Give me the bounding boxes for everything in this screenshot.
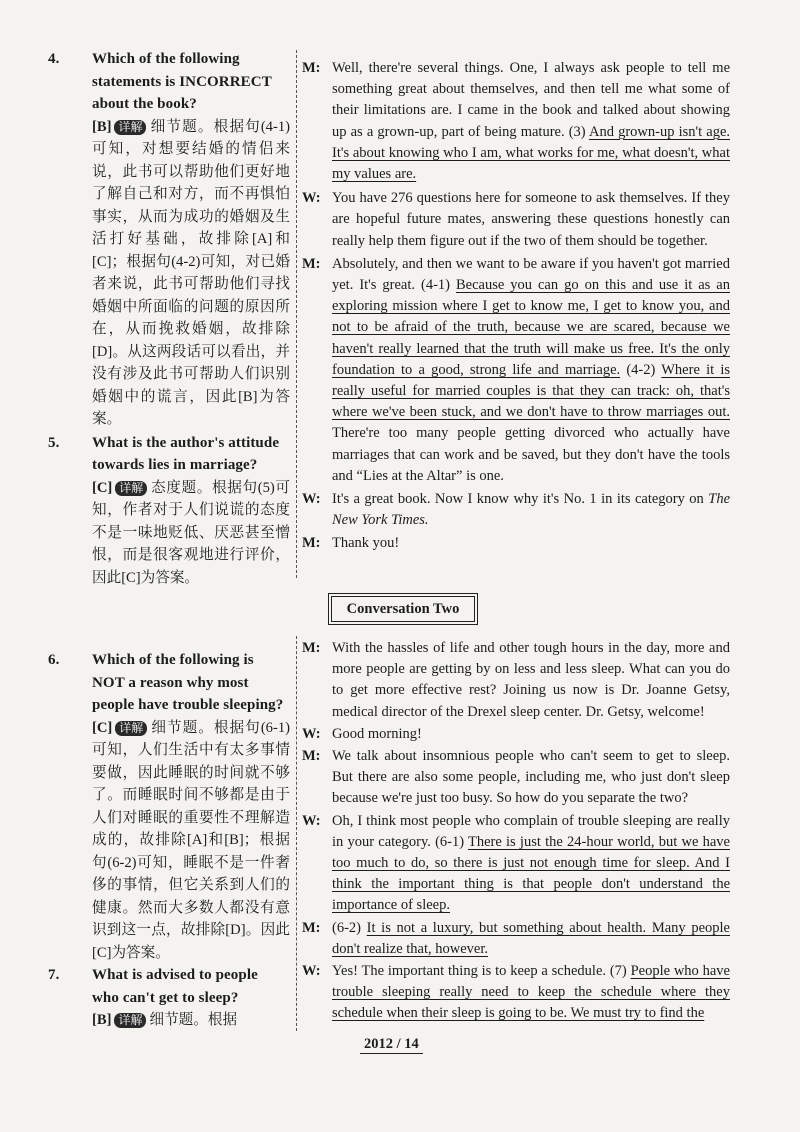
speaker-label: W: [302,491,321,508]
speaker-label: M: [302,60,321,76]
underlined-answer-source: Where it is really useful for married couples is that they can track: oh, that's where we've been stuck, and we don't have to throw marriages out. [332,361,730,421]
underlined-answer-source: It is not a luxury, but something about health. Many people don't realize that, however. [332,919,730,957]
detail-badge: 详解 [114,120,146,135]
q6-title-line: 6. Which of the following is [48,652,254,668]
q7-answer: [B] [92,1012,112,1028]
speaker-label: M: [302,640,321,656]
dialogue-turn: M: Absolutely, and then we want to be aware if you haven't got married yet. It's great. (4-1) Because you can go on this and use it as an exploring mission where I get to know me, I get to know you, and not to be afraid of the truth, because we are scared, because we haven't really learned that the truth will make us free. It's the only foundation to a good, strong life and marriage. (4-2) Where it is really useful for married couples is that they can track: oh, that's where we've been stuck, and we don't have to throw marriages out. There're too many people getting divorced who actually have marriages that can work and be saved, but they don't have the tools and “Lies at the Altar” is one. [302,254,730,487]
dialogue-turn: W: Oh, I think most people who complain of trouble sleeping are really in your category. (6-1) There is just the 24-hour world, but we have too much to do, so there is just not enough time for sleep. And I think the important thing is that people don't understand the importance of sleep. [302,811,730,917]
q6-explanation: [C] 详解 细节题。根据句(6-1)可知，人们生活中有太多事情要做，因此睡眠的时间就不够了。而睡眠时间不够都是由于人们对睡眠的重要性不理解造成的，故排除[A]和[B]；根据句(6-2)可知，睡眠不是一件奢侈的事情，但它关系到人们的健康。然而大多数人都没有意识到这一点，故排除[D]。因此[C]为答案。 [92,719,290,961]
page-number: 2012 / 14 [360,1036,423,1054]
dialogue-turn: M: Well, there're several things. One, I always ask people to tell me something great about themselves, and then tell me what some of their limitations are. I came in the book and talked about showing up as a grown-up, part of being mature. (3) And grown-up isn't age. It's about knowing who I am, what works for me, what doesn't, what my values are. [302,58,730,185]
underlined-answer-source: People who have trouble sleeping really need to keep the schedule where they schedule when their sleep is going to be. We must try to find the [332,963,730,1022]
question-4 [48,48,290,431]
dialogue-turn: M: (6-2) It is not a luxury, but something about health. Many people don't realize that, however. [302,918,730,960]
underlined-answer-source: Because you can go on this and use it as an exploring mission where I get to know me, I get to know you, and not to be afraid of the truth, because we are scared, because we haven't really learned that the truth will make us free. It's the only foundation to a good, strong life and marriage. [332,277,730,378]
question-7 [48,964,290,1032]
dialogue-turn: W: It's a great book. Now I know why it's No. 1 in its category on The New York Times. [302,489,730,531]
q4-title-line: 4. Which of the following [48,51,240,67]
speaker-label: M: [302,255,321,272]
detail-badge: 详解 [115,481,147,496]
speaker-label: W: [302,725,321,742]
q5-title-line: 5. What is the author's attitude [48,434,280,451]
q5-explanation: [C] 详解 态度题。根据句(5)可知，作者对于人们说谎的态度不是一味地贬低、厌恶甚至憎恨，而是很客观地进行评价，因此[C]为答案。 [92,479,290,586]
q6-title-line: NOT a reason why most [92,674,249,691]
q7-title-line: 7. What is advised to people [48,967,258,983]
speaker-label: M: [302,535,321,552]
question-5 [48,432,290,590]
conversation-two-transcript [302,638,730,1025]
q4-answer: [B] [92,118,112,135]
underlined-answer-source: And grown-up isn't age. It's about knowing who I am, what works for me, what doesn't, what my values are. [332,123,730,183]
detail-badge: 详解 [114,1013,146,1028]
speaker-label: W: [302,963,321,980]
q4-title-line: about the book? [92,96,197,112]
conversation-one-transcript [302,58,730,555]
conversation-two-heading: Conversation Two [331,596,475,622]
speaker-label: M: [302,919,321,936]
dialogue-turn: M: Thank you! [302,533,730,554]
q4-explanation: [B] 详解 细节题。根据句(4-1)可知，对想要结婚的情侣来说，此书可以帮助他们更好地了解自己和对方，而不再惧怕事实，从而为成功的婚姻及生活打好基础，故排除[A]和[C]；根据句(4-2)可知，对已婚者来说，此书可帮助他们寻找婚姻中所面临的问题的原因所在，从而挽救婚姻，故排除[D]。从这两段话可以看出，并没有涉及此书可帮助人们识别婚姻中的谎言，因此[B]为答案。 [92,118,290,427]
book-title-italic: The New York Times. [332,491,730,529]
left-column [48,48,290,1032]
speaker-label: W: [302,812,321,829]
q7-title-line: who can't get to sleep? [92,989,239,1006]
speaker-label: W: [302,190,321,207]
dialogue-turn: W: Yes! The important thing is to keep a schedule. (7) People who have trouble sleeping really need to keep the schedule where they schedule when their sleep is going to be. We must try to find the [302,961,730,1025]
q4-title-line: statements is INCORRECT [92,73,272,90]
q5-title-line: towards lies in marriage? [92,457,258,473]
underlined-answer-source: There is just the 24-hour world, but we have too much to do, so there is just not enough time for sleep. And I think the important thing is that people don't understand the importance of sleep. [332,833,730,914]
column-divider [296,50,297,578]
dialogue-turn: W: Good morning! [302,724,730,745]
q7-explanation: [B] 详解 细节题。根据 [92,1012,238,1028]
column-divider [296,636,297,1031]
q6-answer: [C] [92,719,113,736]
question-6 [48,649,290,964]
dialogue-turn: W: You have 276 questions here for someone to ask themselves. If they are hopeful future mates, answering these questions honestly can really help them figure out if the two of them should be together. [302,188,730,252]
speaker-label: M: [302,748,321,765]
q5-answer: [C] [92,479,113,496]
dialogue-turn: M: We talk about insomnious people who can't seem to get to sleep. But there are also some people, including me, who just don't sleep because we're just too busy. So how do you separate the two? [302,746,730,810]
dialogue-turn: M: With the hassles of life and other tough hours in the day, more and more people are getting by on less and less sleep. What can you do to get more effective rest? Joining us now is Dr. Joanne Getsy, medical director of the Drexel sleep center. Dr. Getsy, welcome! [302,638,730,723]
detail-badge: 详解 [115,721,147,736]
q6-title-line: people have trouble sleeping? [92,697,284,713]
